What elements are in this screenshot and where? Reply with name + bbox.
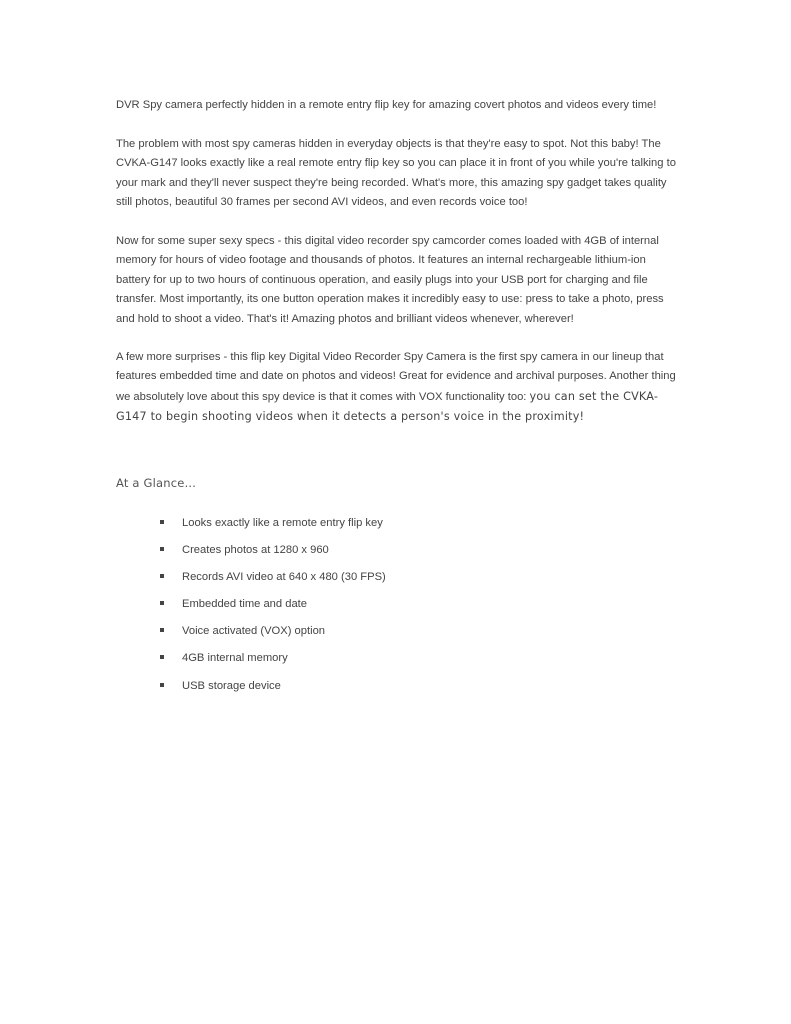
feature-item (160, 541, 386, 568)
feature-text: Records AVI video at 640 x 480 (30 FPS) (182, 571, 386, 584)
feature-item (160, 677, 386, 704)
feature-text: Creates photos at 1280 x 960 (182, 544, 329, 557)
feature-item (160, 649, 386, 676)
square-bullet-icon (160, 547, 164, 551)
feature-item (160, 514, 386, 541)
specs-paragraph: Now for some super sexy specs - this digital video recorder spy camcorder comes loaded with 4GB of internal memory for hours of video footage and thousands of photos. It features an internal rechargeable lithium-ion battery for up to two hours of continuous operation, and easily plugs into your USB port for charging and file transfer. Most importantly, its one button operation makes it incredibly easy to use: press to take a photo, press and hold to shoot a video. That's it! Amazing photos and brilliant videos whenever, wherever! (116, 235, 664, 325)
at-a-glance-heading: At a Glance... (116, 476, 197, 490)
feature-list (160, 514, 386, 704)
feature-text: Embedded time and date (182, 598, 308, 611)
feature-item (160, 568, 386, 595)
intro-paragraph: DVR Spy camera perfectly hidden in a remote entry flip key for amazing covert photos and videos every time! (116, 99, 657, 111)
surprises-paragraph-text: A few more surprises - this flip key Digital Video Recorder Spy Camera is the first spy camera in our lineup that features embedded time and date on photos and videos! Great for evidence and archival purposes. Another thing we absolutely love about this spy device is that it comes with VOX functionality too: (116, 351, 676, 403)
feature-item (160, 595, 386, 622)
feature-text: 4GB internal memory (182, 652, 288, 665)
vox-sentence: you can set the CVKA-G147 to begin shooting videos when it detects a person's voice in the proximity! (116, 389, 659, 424)
square-bullet-icon (160, 520, 164, 524)
problem-paragraph: The problem with most spy cameras hidden in everyday objects is that they're easy to spot. Not this baby! The CVKA-G147 looks exactly like a real remote entry flip key so you can place it in front of you while you're talking to your mark and they'll never suspect they're being recorded. What's more, this amazing spy gadget takes quality still photos, beautiful 30 frames per second AVI videos, and even records voice too! (116, 138, 676, 209)
feature-text: Looks exactly like a remote entry flip key (182, 517, 383, 529)
feature-text: USB storage device (182, 679, 281, 692)
square-bullet-icon (160, 683, 164, 687)
feature-text: Voice activated (VOX) option (182, 625, 326, 638)
surprises-paragraph (116, 348, 676, 428)
square-bullet-icon (160, 628, 164, 632)
square-bullet-icon (160, 601, 164, 605)
feature-item (160, 622, 386, 649)
square-bullet-icon (160, 574, 164, 578)
square-bullet-icon (160, 655, 164, 659)
